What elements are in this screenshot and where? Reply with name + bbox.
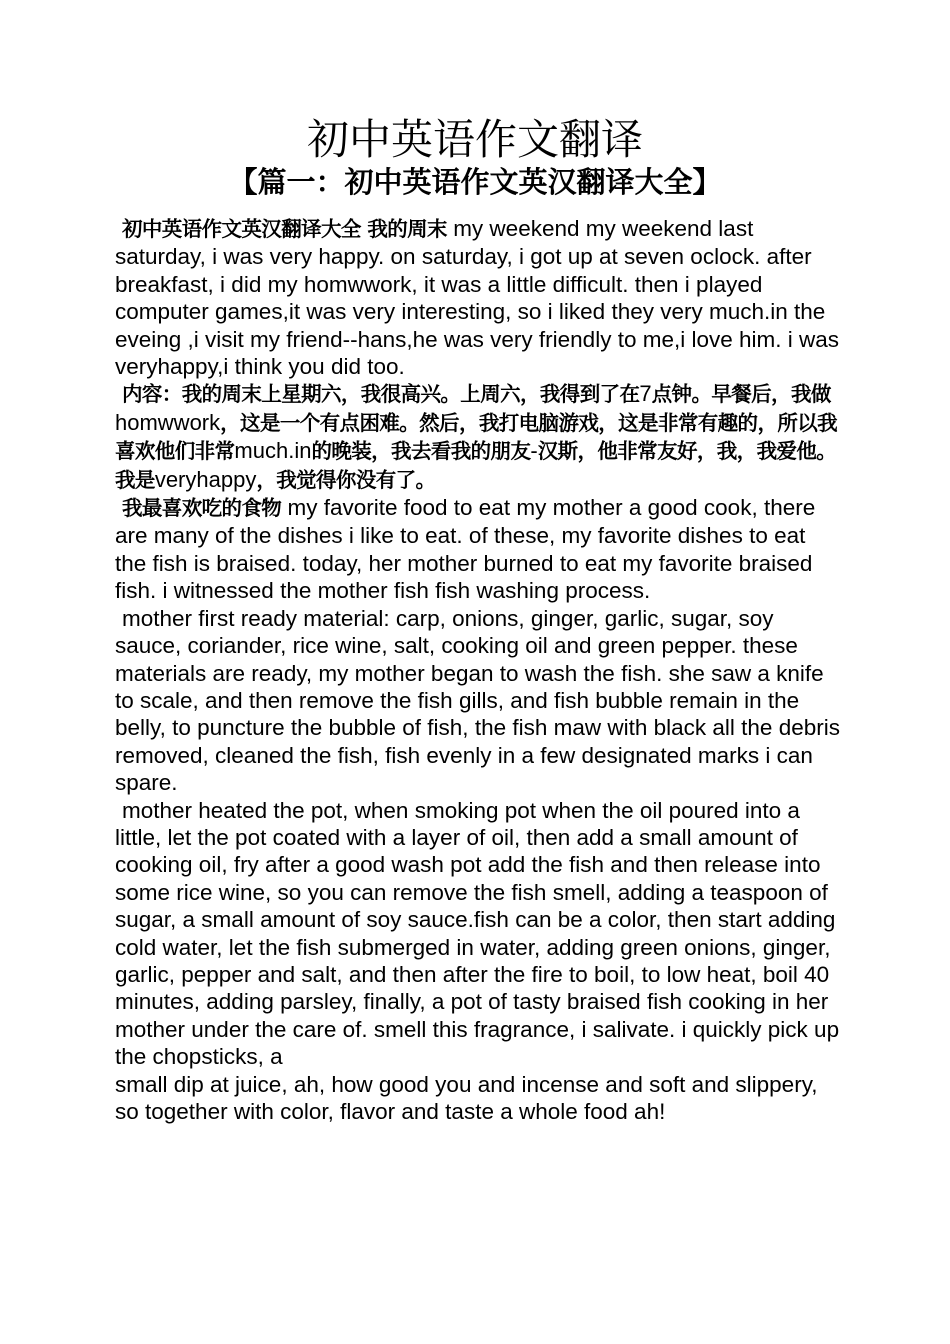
paragraph-text: - (530, 438, 538, 464)
paragraph-ending: small dip at juice, ah, how good you and incense and soft and slippery, so together with color, flavor and taste a whole food ah! (115, 1071, 818, 1124)
paragraph-text: 汉斯，他非常友好，我，我爱他。我是 (115, 439, 837, 492)
section-subtitle: 【篇一：初中英语作文英汉翻译大全】 (228, 165, 722, 199)
paragraph-text: ，我觉得你没有了。 (256, 467, 436, 492)
paragraph-text: my weekend my weekend last saturday, i was very happy. on saturday, i got up at seven oclock. after breakfast, i did my homwwork, it was a little difficult. then i played computer games,it was very interesting, so i liked they very much.in the eveing ,i visit my friend--hans,he was very friendly to me,i love him. i was veryhappy,i think you did too. (115, 216, 840, 380)
paragraph-text: ，这是一个有点困难。然后，我打电脑游戏，这是非常有趣的，所以我喜欢他们非常 (115, 410, 838, 464)
paragraph-favorite-food (115, 494, 840, 605)
paragraph-text: 点钟。早餐后，我做 (651, 382, 831, 407)
document-body (115, 215, 840, 1125)
paragraph-text: my favorite food to eat my mother a good cook, there are many of the dishes i like to eat. of these, my favorite dishes to eat the fish is braised. today, her mother burned to eat my favorite braised fish. i witnessed the mother fish fish washing process. (115, 495, 816, 604)
paragraph-heading: 我最喜欢吃的食物 (122, 496, 282, 521)
paragraph-heading: 初中英语作文英汉翻译大全 我的周末 (122, 217, 447, 241)
paragraph-text: much.in (234, 438, 312, 464)
paragraph-cooking: mother heated the pot, when smoking pot when the oil poured into a little, let the pot coated with a layer of oil, then add a small amount of cooking oil, fry after a good wash pot add the fish and then release into some rice wine, so you can remove the fish smell, adding a teaspoon of sugar, a small amount of soy sauce.fish can be a color, then start adding cold water, let the fish submerged in water, adding green onions, ginger, garlic, pepper and salt, and then after the fire to boil, to low heat, boil 40 minutes, adding parsley, finally, a pot of tasty braised fish cooking in her mother under the care of. smell this fragrance, i salivate. i quickly pick up the chopsticks, a (115, 797, 840, 1070)
paragraph-materials: mother first ready material: carp, onions, ginger, garlic, sugar, soy sauce, coriander, rice wine, salt, cooking oil and green pepper. these materials are ready, my mother began to wash the fish. she saw a knife to scale, and then remove the fish gills, and fish bubble remain in the belly, to puncture the bubble of fish, the fish maw with black all the debris removed, cleaned the fish, fish evenly in a few designated marks i can spare. (115, 605, 840, 796)
paragraph-text: homwwork (115, 409, 221, 435)
paragraph-text: veryhappy (154, 466, 257, 492)
page-title: 初中英语作文翻译 (306, 115, 643, 164)
paragraph-text: 内容：我的周末上星期六，我很高兴。上周六，我得到了在 (122, 382, 640, 407)
paragraph-text: 的晚装，我去看我的朋友 (311, 439, 531, 464)
paragraph-text: 7 (639, 381, 652, 407)
paragraph-weekend-english (115, 215, 840, 380)
paragraph-weekend-chinese (115, 380, 840, 494)
